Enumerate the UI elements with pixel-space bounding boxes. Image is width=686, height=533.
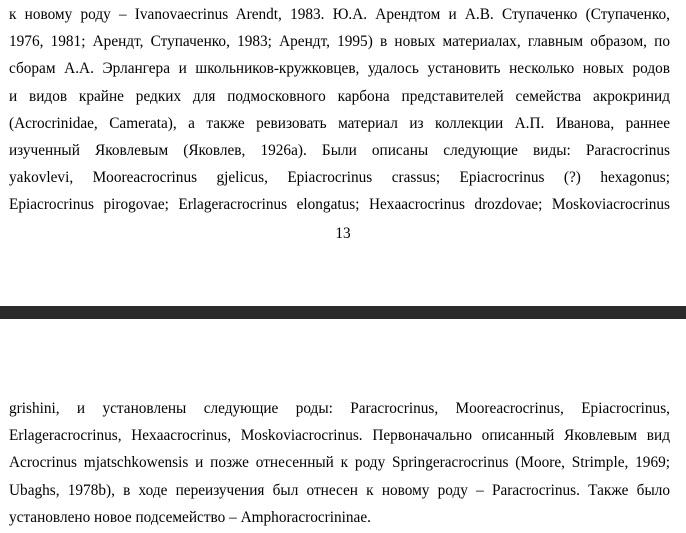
text-line: yakovlevi, Mooreacrocrinus gjelicus, Epiacrocrinus crassus; Epiacrocrinus (?) hexagonus; <box>9 169 670 187</box>
page-number: 13 <box>335 225 351 242</box>
page-divider <box>0 306 686 319</box>
text-line: сборам А.А. Эрлангера и школьников-кружковцев, удалось установить несколько новых родов <box>9 60 670 78</box>
text-line: Erlageracrocrinus, Hexaacrocrinus, Moskoviacrocrinus. Первоначально описанный Яковлевым вид <box>9 427 670 445</box>
text-line: к новому роду – Ivanovaecrinus Arendt, 1983. Ю.А. Арендтом и А.В. Ступаченко (Ступаченко, <box>9 6 670 23</box>
text-line: grishini, и установлены следующие роды: Paracrocrinus, Mooreacrocrinus, Epiacrocrinus, <box>9 400 670 417</box>
text-line: Ubaghs, 1978b), в ходе переизучения был отнесен к новому роду – Paracrocrinus. Также было <box>9 481 670 499</box>
paragraph-bottom <box>9 395 670 531</box>
text-line: Epiacrocrinus pirogovae; Erlageracrocrinus elongatus; Hexaacrocrinus drozdovae; Moskoviacrocrinus <box>9 196 670 214</box>
text-line: Acrocrinus mjatschkowensis и позже отнесенный к роду Springeracrocrinus (Moore, Strimple, 1969; <box>9 454 670 472</box>
paragraph-top <box>9 1 670 219</box>
text-line: изученный Яковлевым (Яковлев, 1926а). Были описаны следующие виды: Paracrocrinus <box>9 141 670 159</box>
text-line: установлено новое подсемейство – Amphoracrocrininae. <box>9 508 371 526</box>
text-line: 1976, 1981; Арендт, Ступаченко, 1983; Арендт, 1995) в новых материалах, главным образом, по <box>9 33 670 51</box>
text-line: и видов крайне редких для подмосковного карбона представителей семейства акрокринид <box>9 87 670 105</box>
document-page-bottom <box>0 319 686 533</box>
text-line: (Acrocrinidae, Camerata), а также ревизовать материал из коллекции А.П. Иванова, раннее <box>9 114 670 132</box>
